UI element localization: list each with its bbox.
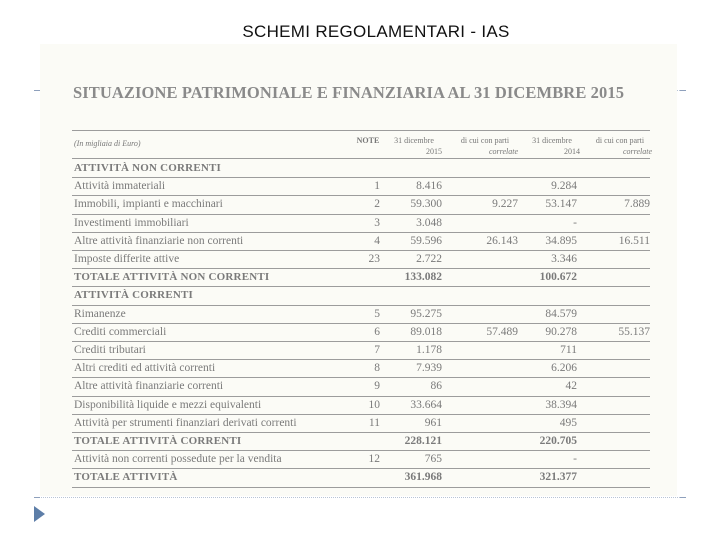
- row-label: Crediti tributari: [74, 344, 146, 356]
- decorative-line-bottom: [36, 497, 684, 498]
- row-value-2014: 38.394: [545, 398, 577, 411]
- table-row: [72, 360, 650, 378]
- table-row: [72, 215, 650, 233]
- row-value-2015: 89.018: [410, 325, 442, 338]
- row-value-2015: 1.178: [416, 344, 442, 356]
- row-note: 8: [374, 362, 380, 375]
- total-row: [72, 433, 650, 451]
- row-value-2015: 361.968: [404, 471, 442, 484]
- unit-header: (In migliaia di Euro): [74, 139, 141, 148]
- row-note: 3: [374, 216, 380, 229]
- row-value-2015: 8.416: [416, 180, 442, 193]
- row-label: Attività per strumenti finanziari derivati correnti: [74, 416, 297, 429]
- row-value-2015: 961: [424, 416, 442, 429]
- col-rel-2015-header-line2: correlate: [488, 147, 518, 156]
- row-value-2014: 90.278: [545, 325, 577, 338]
- row-note: 9: [374, 380, 380, 393]
- triangle-right-icon[interactable]: [34, 506, 45, 522]
- table-row: [72, 196, 650, 214]
- col-2015-header-line1: 31 dicembre: [394, 136, 434, 145]
- row-related-2015: 9.227: [492, 198, 518, 211]
- col-2014-header-line2: 2014: [564, 147, 580, 156]
- row-label: Rimanenze: [74, 307, 126, 320]
- row-value-2014: 3.346: [551, 253, 577, 265]
- row-label: Attività immateriali: [74, 180, 166, 193]
- row-value-2015: 3.048: [416, 216, 442, 229]
- row-label: TOTALE ATTIVITÀ: [74, 471, 178, 484]
- row-value-2015: 2.722: [416, 253, 442, 265]
- row-value-2014: 6.206: [551, 362, 577, 375]
- row-label: Investimenti immobiliari: [74, 216, 189, 229]
- row-note: 11: [368, 416, 380, 429]
- row-note: 7: [374, 344, 380, 356]
- row-note: 10: [368, 398, 380, 411]
- row-value-2014: 53.147: [545, 198, 577, 211]
- row-related-2015: 26.143: [486, 234, 518, 247]
- total-row: [72, 469, 650, 487]
- row-value-2015: 133.082: [404, 271, 442, 284]
- row-label: ATTIVITÀ NON CORRENTI: [74, 162, 222, 174]
- note-header: NOTE: [356, 136, 380, 145]
- section-header-row: [72, 160, 650, 178]
- row-value-2014: 220.705: [539, 435, 577, 447]
- row-value-2015: 86: [430, 380, 442, 393]
- section-header-row: [72, 287, 650, 305]
- row-label: Crediti commerciali: [74, 325, 167, 338]
- total-row: [72, 269, 650, 287]
- row-value-2015: 33.664: [410, 398, 442, 411]
- row-value-2015: 59.596: [410, 234, 442, 247]
- col-2014-header-line1: 31 dicembre: [532, 136, 572, 145]
- row-value-2014: 9.284: [551, 180, 577, 193]
- table-row: [72, 251, 650, 269]
- row-note: 4: [374, 234, 380, 247]
- row-value-2014: 495: [559, 416, 577, 429]
- table-row: [72, 306, 650, 324]
- row-label: Altre attività finanziarie non correnti: [74, 234, 244, 247]
- row-label: ATTIVITÀ CORRENTI: [74, 289, 194, 302]
- row-related-2014: 16.511: [618, 234, 650, 247]
- col-rel-2015-header: [452, 135, 518, 157]
- row-label: Imposte differite attive: [74, 253, 180, 265]
- header-bottom-rule: [72, 158, 650, 159]
- row-note: 23: [368, 253, 380, 265]
- col-rel-2014-header: [588, 135, 652, 157]
- table-row: [72, 324, 650, 342]
- row-value-2015: 95.275: [410, 307, 442, 320]
- row-note: 12: [368, 453, 380, 466]
- col-2015-header: [384, 135, 444, 157]
- row-value-2014: 321.377: [539, 471, 577, 484]
- row-value-2014: 711: [560, 344, 577, 356]
- col-rel-2015-header-line1: di cui con parti: [460, 136, 510, 145]
- table-row: [72, 397, 650, 415]
- table-bottom-rule: [72, 487, 650, 488]
- row-value-2014: 42: [565, 380, 577, 393]
- row-label: TOTALE ATTIVITÀ CORRENTI: [74, 435, 242, 447]
- row-value-2015: 765: [424, 453, 442, 466]
- row-value-2014: 84.579: [545, 307, 577, 320]
- table-row: [72, 451, 650, 469]
- table-row: [72, 378, 650, 396]
- row-value-2014: -: [573, 216, 577, 229]
- row-note: 1: [374, 180, 380, 193]
- row-value-2015: 59.300: [410, 198, 442, 211]
- col-2014-header: [522, 135, 582, 157]
- row-related-2015: 57.489: [486, 325, 518, 338]
- decorative-dash: [680, 90, 686, 91]
- row-value-2014: 34.895: [545, 234, 577, 247]
- row-label: Altre attività finanziarie correnti: [74, 380, 224, 393]
- table-row: [72, 178, 650, 196]
- row-note: 5: [374, 307, 380, 320]
- row-related-2014: 55.137: [618, 325, 650, 338]
- row-label: Altri crediti ed attività correnti: [74, 362, 216, 375]
- row-value-2015: 7.939: [416, 362, 442, 375]
- table-row: [72, 415, 650, 433]
- row-value-2014: -: [573, 453, 577, 466]
- header-top-rule: [72, 130, 650, 131]
- row-label: Attività non correnti possedute per la vendita: [74, 453, 282, 466]
- row-note: 6: [374, 325, 380, 338]
- document-title: SITUAZIONE PATRIMONIALE E FINANZIARIA AL 31 DICEMBRE 2015: [73, 83, 625, 102]
- col-rel-2014-header-line1: di cui con parti: [595, 136, 645, 145]
- col-2015-header-line2: 2015: [426, 147, 442, 156]
- decorative-dash: [680, 497, 686, 498]
- decorative-dash: [34, 497, 40, 498]
- row-note: 2: [374, 198, 380, 211]
- row-value-2014: 100.672: [539, 271, 577, 284]
- row-value-2015: 228.121: [404, 435, 442, 447]
- row-label: Disponibilità liquide e mezzi equivalenti: [74, 398, 262, 411]
- slide-title: SCHEMI REGOLAMENTARI - IAS: [242, 22, 510, 41]
- table-row: [72, 233, 650, 251]
- col-rel-2014-header-line2: correlate: [622, 147, 652, 156]
- row-label: Immobili, impianti e macchinari: [74, 198, 223, 211]
- row-label: TOTALE ATTIVITÀ NON CORRENTI: [74, 271, 270, 284]
- row-related-2014: 7.889: [624, 198, 650, 211]
- table-row: [72, 342, 650, 360]
